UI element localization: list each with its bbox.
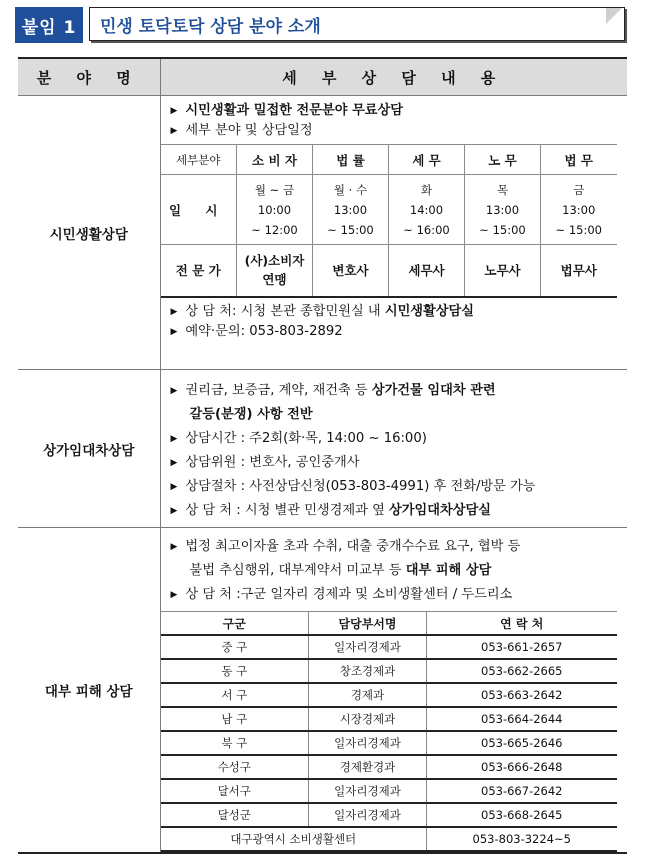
schedule-table <box>161 144 617 298</box>
table-row: 중 구 일자리경제과 053-661-2657 <box>161 635 617 659</box>
detail-civil <box>160 96 627 370</box>
page-title: 민생 토닥토닥 상담 분야 소개 <box>100 16 321 37</box>
contact-head-dept: 담당부서명 <box>309 612 427 636</box>
list-item: ▶ 시민생활과 밀접한 전문분야 무료상담 <box>170 103 404 118</box>
list-item: ▶ 예약·문의: 053-803-2892 <box>170 323 343 339</box>
table-row: 남 구 시장경제과 053-664-2644 <box>161 707 617 731</box>
list-item-continued: 불법 추심행위, 대부계약서 미교부 등 대부 피해 상담 <box>189 563 492 578</box>
triangle-bullet-icon: ▶ <box>170 458 178 468</box>
triangle-bullet-icon: ▶ <box>170 126 178 136</box>
col-tax: 세 무 <box>389 145 465 175</box>
expert-cell: (사)소비자 연맹 <box>237 245 313 297</box>
title-bar <box>15 7 627 45</box>
table-row: 서 구 경제과 053-663-2642 <box>161 683 617 707</box>
contact-head-district: 구군 <box>161 612 309 636</box>
center-name: 대구광역시 소비생활센터 <box>161 827 427 851</box>
col-legal: 법 무 <box>541 145 617 175</box>
table-row-center <box>161 827 617 851</box>
table-row: 달서구 일자리경제과 053-667-2642 <box>161 779 617 803</box>
time-cell: 월 ~ 금 10:00 ~ 12:00 <box>237 175 313 245</box>
schedule-label: 세부분야 <box>161 145 237 175</box>
field-lease: 상가임대차상담 <box>18 370 160 528</box>
expert-label: 전 문 가 <box>161 245 237 297</box>
triangle-bullet-icon: ▶ <box>170 590 178 600</box>
field-loan: 대부 피해 상담 <box>18 528 160 854</box>
triangle-bullet-icon: ▶ <box>170 434 178 444</box>
list-item: ▶ 상담시간 : 주2회(화·목, 14:00 ~ 16:00) <box>170 431 427 446</box>
triangle-bullet-icon: ▶ <box>170 306 178 317</box>
time-cell: 월 · 수 13:00 ~ 15:00 <box>313 175 389 245</box>
title-box <box>89 7 625 41</box>
center-phone: 053-803-3224~5 <box>427 827 617 851</box>
contact-table <box>161 611 617 852</box>
triangle-bullet-icon: ▶ <box>170 542 178 552</box>
triangle-bullet-icon: ▶ <box>170 326 178 337</box>
list-item: ▶ 상 담 처 : 시청 별관 민생경제과 옆 상가임대차상담실 <box>170 503 491 518</box>
table-row: 수성구 경제환경과 053-666-2648 <box>161 755 617 779</box>
header-field: 분 야 명 <box>18 58 160 96</box>
list-item: ▶ 상담위원 : 변호사, 공인중개사 <box>170 455 360 470</box>
table-row: 동 구 창조경제과 053-662-2665 <box>161 659 617 683</box>
list-item: ▶ 법정 최고이자율 초과 수취, 대출 중개수수료 요구, 협박 등 <box>170 539 521 554</box>
col-law: 법 률 <box>313 145 389 175</box>
list-item: ▶ 상 담 처: 시청 본관 종합민원실 내 시민생활상담실 <box>170 303 475 319</box>
table-row: 북 구 일자리경제과 053-665-2646 <box>161 731 617 755</box>
col-consumer: 소 비 자 <box>237 145 313 175</box>
expert-cell: 변호사 <box>313 245 389 297</box>
consult-table <box>18 57 627 854</box>
detail-lease <box>160 370 627 528</box>
time-cell: 화 14:00 ~ 16:00 <box>389 175 465 245</box>
header-detail: 세 부 상 담 내 용 <box>160 58 627 96</box>
detail-loan <box>160 528 627 854</box>
list-item: ▶ 권리금, 보증금, 계약, 재건축 등 상가건물 임대차 관련 <box>170 383 496 398</box>
list-item: ▶ 상 담 처 :구군 일자리 경제과 및 소비생활센터 / 두드리소 <box>170 587 513 602</box>
time-cell: 금 13:00 ~ 15:00 <box>541 175 617 245</box>
expert-cell: 법무사 <box>541 245 617 297</box>
list-item: ▶ 상담절차 : 사전상담신청(053-803-4991) 후 전화/방문 가능 <box>170 479 536 494</box>
expert-cell: 세무사 <box>389 245 465 297</box>
attachment-tag: 붙임 1 <box>15 7 83 43</box>
table-row: 달성군 일자리경제과 053-668-2645 <box>161 803 617 827</box>
day-label: 일 시 <box>161 175 237 245</box>
triangle-bullet-icon: ▶ <box>170 386 178 396</box>
triangle-bullet-icon: ▶ <box>170 106 178 116</box>
expert-cell: 노무사 <box>465 245 541 297</box>
triangle-bullet-icon: ▶ <box>170 506 178 516</box>
col-labor: 노 무 <box>465 145 541 175</box>
triangle-bullet-icon: ▶ <box>170 482 178 492</box>
time-cell: 목 13:00 ~ 15:00 <box>465 175 541 245</box>
contact-head-phone: 연 락 처 <box>427 612 617 636</box>
field-civil: 시민생활상담 <box>18 96 160 370</box>
list-item: ▶ 세부 분야 및 상담일정 <box>170 123 313 138</box>
list-item-continued: 갈등(분쟁) 사항 전반 <box>189 407 313 422</box>
page-fold-icon <box>606 8 622 24</box>
